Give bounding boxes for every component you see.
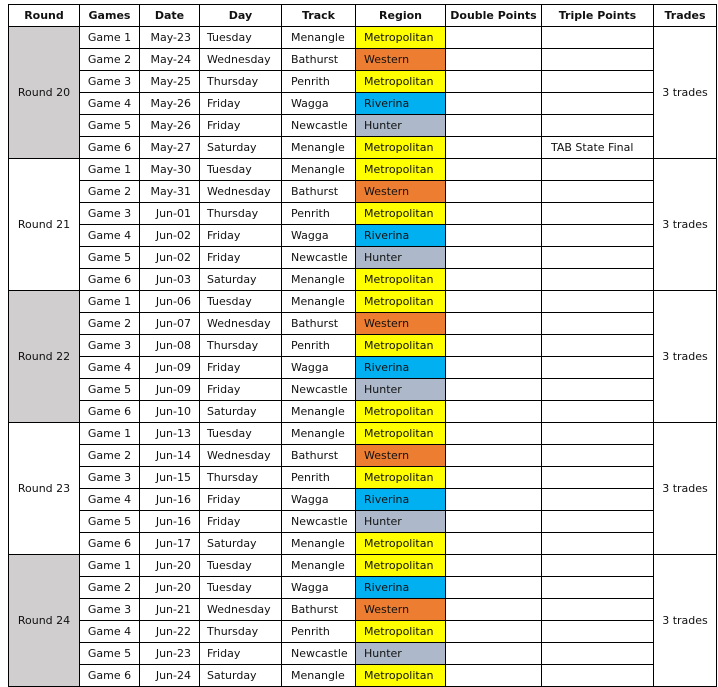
day-cell: Tuesday [200,159,282,181]
triple-points-cell [542,71,654,93]
day-cell: Tuesday [200,577,282,599]
triple-points-cell [542,181,654,203]
track-cell: Newcastle [282,379,356,401]
table-row [9,225,717,247]
date-cell: Jun-09 [140,379,200,401]
table-row [9,313,717,335]
region-cell: Metropolitan [356,467,446,489]
track-cell: Penrith [282,467,356,489]
region-cell: Metropolitan [356,423,446,445]
triple-points-cell [542,555,654,577]
table-row [9,115,717,137]
game-cell: Game 5 [80,247,140,269]
track-cell: Penrith [282,621,356,643]
double-points-cell [446,379,542,401]
header-triple-points: Triple Points [542,5,654,27]
day-cell: Tuesday [200,423,282,445]
game-cell: Game 4 [80,621,140,643]
date-cell: Jun-09 [140,357,200,379]
double-points-cell [446,489,542,511]
header-round: Round [9,5,80,27]
double-points-cell [446,225,542,247]
date-cell: Jun-07 [140,313,200,335]
double-points-cell [446,203,542,225]
game-cell: Game 6 [80,269,140,291]
triple-points-cell [542,599,654,621]
day-cell: Thursday [200,335,282,357]
double-points-cell [446,445,542,467]
triple-points-cell [542,225,654,247]
triple-points-cell [542,313,654,335]
track-cell: Bathurst [282,181,356,203]
track-cell: Menangle [282,423,356,445]
double-points-cell [446,643,542,665]
table-row [9,71,717,93]
double-points-cell [446,137,542,159]
schedule-body [9,27,717,687]
region-cell: Metropolitan [356,269,446,291]
triple-points-cell [542,577,654,599]
region-cell: Hunter [356,115,446,137]
table-row [9,643,717,665]
track-cell: Bathurst [282,445,356,467]
day-cell: Wednesday [200,313,282,335]
game-cell: Game 3 [80,599,140,621]
day-cell: Saturday [200,269,282,291]
game-cell: Game 4 [80,357,140,379]
triple-points-cell [542,665,654,687]
round-label: Round 20 [9,27,80,159]
double-points-cell [446,247,542,269]
region-cell: Hunter [356,643,446,665]
header-day: Day [200,5,282,27]
table-row [9,401,717,423]
track-cell: Menangle [282,291,356,313]
table-row [9,577,717,599]
game-cell: Game 2 [80,577,140,599]
date-cell: Jun-21 [140,599,200,621]
double-points-cell [446,71,542,93]
triple-points-cell [542,533,654,555]
date-cell: Jun-02 [140,225,200,247]
day-cell: Saturday [200,665,282,687]
header-double-points: Double Points [446,5,542,27]
track-cell: Menangle [282,269,356,291]
double-points-cell [446,357,542,379]
game-cell: Game 6 [80,665,140,687]
triple-points-cell [542,27,654,49]
region-cell: Metropolitan [356,137,446,159]
track-cell: Bathurst [282,49,356,71]
header-track: Track [282,5,356,27]
track-cell: Newcastle [282,643,356,665]
day-cell: Friday [200,643,282,665]
track-cell: Menangle [282,401,356,423]
table-row [9,93,717,115]
track-cell: Menangle [282,665,356,687]
date-cell: May-30 [140,159,200,181]
date-cell: May-25 [140,71,200,93]
date-cell: Jun-13 [140,423,200,445]
region-cell: Hunter [356,247,446,269]
triple-points-cell [542,93,654,115]
day-cell: Friday [200,379,282,401]
table-row [9,335,717,357]
day-cell: Wednesday [200,181,282,203]
game-cell: Game 3 [80,335,140,357]
date-cell: Jun-01 [140,203,200,225]
region-cell: Hunter [356,511,446,533]
region-cell: Riverina [356,93,446,115]
date-cell: Jun-22 [140,621,200,643]
round-label: Round 22 [9,291,80,423]
day-cell: Friday [200,247,282,269]
triple-points-cell [542,247,654,269]
double-points-cell [446,511,542,533]
header-date: Date [140,5,200,27]
game-cell: Game 2 [80,49,140,71]
game-cell: Game 3 [80,467,140,489]
day-cell: Tuesday [200,555,282,577]
region-cell: Metropolitan [356,335,446,357]
track-cell: Wagga [282,489,356,511]
table-row [9,203,717,225]
table-row [9,379,717,401]
date-cell: Jun-03 [140,269,200,291]
game-cell: Game 1 [80,555,140,577]
region-cell: Western [356,49,446,71]
double-points-cell [446,291,542,313]
table-row [9,599,717,621]
game-cell: Game 2 [80,313,140,335]
date-cell: May-26 [140,93,200,115]
triple-points-cell [542,643,654,665]
game-cell: Game 5 [80,379,140,401]
region-cell: Metropolitan [356,621,446,643]
date-cell: Jun-08 [140,335,200,357]
day-cell: Friday [200,357,282,379]
track-cell: Wagga [282,577,356,599]
round-label: Round 21 [9,159,80,291]
trades-cell: 3 trades [654,159,717,291]
double-points-cell [446,665,542,687]
table-row [9,467,717,489]
track-cell: Penrith [282,71,356,93]
date-cell: Jun-06 [140,291,200,313]
triple-points-cell [542,379,654,401]
triple-points-cell [542,115,654,137]
day-cell: Wednesday [200,49,282,71]
track-cell: Newcastle [282,247,356,269]
day-cell: Wednesday [200,445,282,467]
double-points-cell [446,313,542,335]
double-points-cell [446,621,542,643]
track-cell: Penrith [282,335,356,357]
date-cell: Jun-20 [140,555,200,577]
day-cell: Tuesday [200,27,282,49]
trades-cell: 3 trades [654,555,717,687]
day-cell: Thursday [200,71,282,93]
game-cell: Game 3 [80,203,140,225]
double-points-cell [446,335,542,357]
region-cell: Western [356,313,446,335]
date-cell: Jun-24 [140,665,200,687]
table-row [9,137,717,159]
game-cell: Game 1 [80,27,140,49]
double-points-cell [446,49,542,71]
triple-points-cell [542,335,654,357]
track-cell: Menangle [282,555,356,577]
double-points-cell [446,533,542,555]
date-cell: May-23 [140,27,200,49]
day-cell: Tuesday [200,291,282,313]
track-cell: Wagga [282,225,356,247]
game-cell: Game 6 [80,137,140,159]
trades-cell: 3 trades [654,291,717,423]
header-games: Games [80,5,140,27]
date-cell: Jun-17 [140,533,200,555]
table-row [9,269,717,291]
date-cell: May-27 [140,137,200,159]
date-cell: Jun-20 [140,577,200,599]
triple-points-cell [542,291,654,313]
date-cell: Jun-14 [140,445,200,467]
table-row [9,159,717,181]
table-row [9,533,717,555]
date-cell: May-31 [140,181,200,203]
double-points-cell [446,27,542,49]
game-cell: Game 1 [80,159,140,181]
day-cell: Saturday [200,533,282,555]
region-cell: Metropolitan [356,401,446,423]
date-cell: Jun-10 [140,401,200,423]
game-cell: Game 2 [80,181,140,203]
region-cell: Metropolitan [356,291,446,313]
region-cell: Riverina [356,357,446,379]
day-cell: Friday [200,115,282,137]
triple-points-cell: TAB State Final [542,137,654,159]
track-cell: Newcastle [282,115,356,137]
day-cell: Thursday [200,467,282,489]
round-label: Round 24 [9,555,80,687]
triple-points-cell [542,269,654,291]
region-cell: Riverina [356,577,446,599]
table-row [9,621,717,643]
region-cell: Western [356,181,446,203]
round-label: Round 23 [9,423,80,555]
triple-points-cell [542,621,654,643]
double-points-cell [446,159,542,181]
triple-points-cell [542,467,654,489]
track-cell: Menangle [282,533,356,555]
region-cell: Western [356,599,446,621]
table-row [9,511,717,533]
track-cell: Penrith [282,203,356,225]
trades-cell: 3 trades [654,423,717,555]
region-cell: Metropolitan [356,555,446,577]
day-cell: Saturday [200,137,282,159]
track-cell: Menangle [282,27,356,49]
region-cell: Metropolitan [356,71,446,93]
day-cell: Friday [200,511,282,533]
day-cell: Friday [200,225,282,247]
date-cell: Jun-02 [140,247,200,269]
game-cell: Game 5 [80,511,140,533]
triple-points-cell [542,357,654,379]
schedule-table [8,4,717,687]
trades-cell: 3 trades [654,27,717,159]
table-row [9,555,717,577]
day-cell: Thursday [200,621,282,643]
table-row [9,489,717,511]
track-cell: Menangle [282,159,356,181]
game-cell: Game 1 [80,423,140,445]
track-cell: Newcastle [282,511,356,533]
header-row [9,5,717,27]
table-row [9,49,717,71]
region-cell: Western [356,445,446,467]
day-cell: Friday [200,489,282,511]
double-points-cell [446,115,542,137]
table-row [9,291,717,313]
date-cell: Jun-15 [140,467,200,489]
game-cell: Game 4 [80,489,140,511]
header-trades: Trades [654,5,717,27]
table-row [9,357,717,379]
double-points-cell [446,93,542,115]
game-cell: Game 3 [80,71,140,93]
game-cell: Game 6 [80,533,140,555]
double-points-cell [446,555,542,577]
region-cell: Metropolitan [356,159,446,181]
table-row [9,247,717,269]
table-row [9,423,717,445]
track-cell: Wagga [282,93,356,115]
triple-points-cell [542,159,654,181]
table-row [9,665,717,687]
game-cell: Game 4 [80,93,140,115]
region-cell: Metropolitan [356,665,446,687]
double-points-cell [446,181,542,203]
region-cell: Hunter [356,379,446,401]
date-cell: Jun-16 [140,489,200,511]
triple-points-cell [542,511,654,533]
header-region: Region [356,5,446,27]
game-cell: Game 6 [80,401,140,423]
game-cell: Game 5 [80,643,140,665]
region-cell: Metropolitan [356,27,446,49]
double-points-cell [446,467,542,489]
date-cell: May-26 [140,115,200,137]
day-cell: Friday [200,93,282,115]
table-row [9,181,717,203]
date-cell: Jun-16 [140,511,200,533]
track-cell: Wagga [282,357,356,379]
track-cell: Bathurst [282,313,356,335]
track-cell: Menangle [282,137,356,159]
day-cell: Wednesday [200,599,282,621]
double-points-cell [446,401,542,423]
region-cell: Riverina [356,489,446,511]
day-cell: Thursday [200,203,282,225]
triple-points-cell [542,489,654,511]
day-cell: Saturday [200,401,282,423]
double-points-cell [446,577,542,599]
game-cell: Game 2 [80,445,140,467]
double-points-cell [446,423,542,445]
double-points-cell [446,599,542,621]
triple-points-cell [542,401,654,423]
double-points-cell [446,269,542,291]
game-cell: Game 1 [80,291,140,313]
date-cell: May-24 [140,49,200,71]
table-row [9,27,717,49]
date-cell: Jun-23 [140,643,200,665]
triple-points-cell [542,49,654,71]
region-cell: Metropolitan [356,203,446,225]
triple-points-cell [542,445,654,467]
game-cell: Game 4 [80,225,140,247]
triple-points-cell [542,423,654,445]
triple-points-cell [542,203,654,225]
table-row [9,445,717,467]
game-cell: Game 5 [80,115,140,137]
track-cell: Bathurst [282,599,356,621]
region-cell: Metropolitan [356,533,446,555]
region-cell: Riverina [356,225,446,247]
